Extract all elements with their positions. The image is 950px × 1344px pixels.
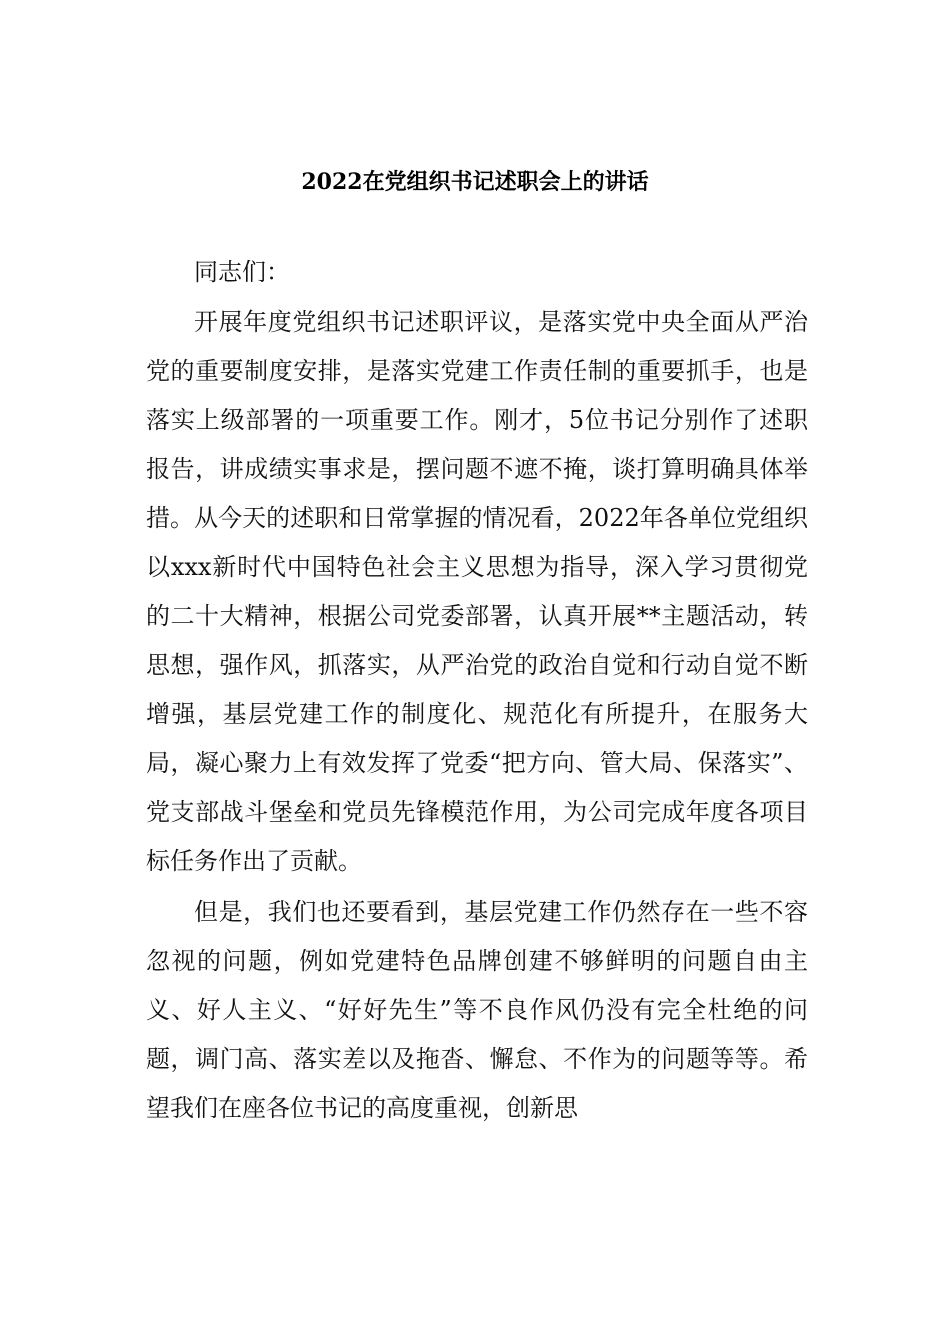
document-title: 2022在党组织书记述职会上的讲话 (301, 169, 649, 195)
paragraph-2: 但是，我们也还要看到，基层党建工作仍然存在一些不容忽视的问题，例如党建特色品牌创建不够鲜明的问题自由主义、好人主义、“好好先生”等不良作风仍没有完全杜绝的问题，调门高、落实差以及拖沓、懈怠、不作为的问题等等。希望我们在座各位书记的高度重视，创新思 (146, 898, 808, 1122)
greeting: 同志们： (194, 258, 290, 286)
paragraph-1: 开展年度党组织书记述职评议，是落实党中央全面从严治党的重要制度安排，是落实党建工作责任制的重要抓手，也是落实上级部署的一项重要工作。刚才，5位书记分别作了述职报告，讲成绩实事求是，摆问题不遮不掩，谈打算明确具体举措。从今天的述职和日常掌握的情况看，2022年各单位党组织以xxx新时代中国特色社会主义思想为指导，深入学习贯彻党的二十大精神，根据公司党委部署，认真开展**主题活动，转思想，强作风，抓落实，从严治党的政治自觉和行动自觉不断增强，基层党建工作的制度化、规范化有所提升，在服务大局，凝心聚力上有效发挥了党委“把方向、管大局、保落实”、党支部战斗堡垒和党员先锋模范作用，为公司完成年度各项目标任务作出了贡献。 (146, 308, 808, 875)
document-body (146, 248, 808, 1135)
